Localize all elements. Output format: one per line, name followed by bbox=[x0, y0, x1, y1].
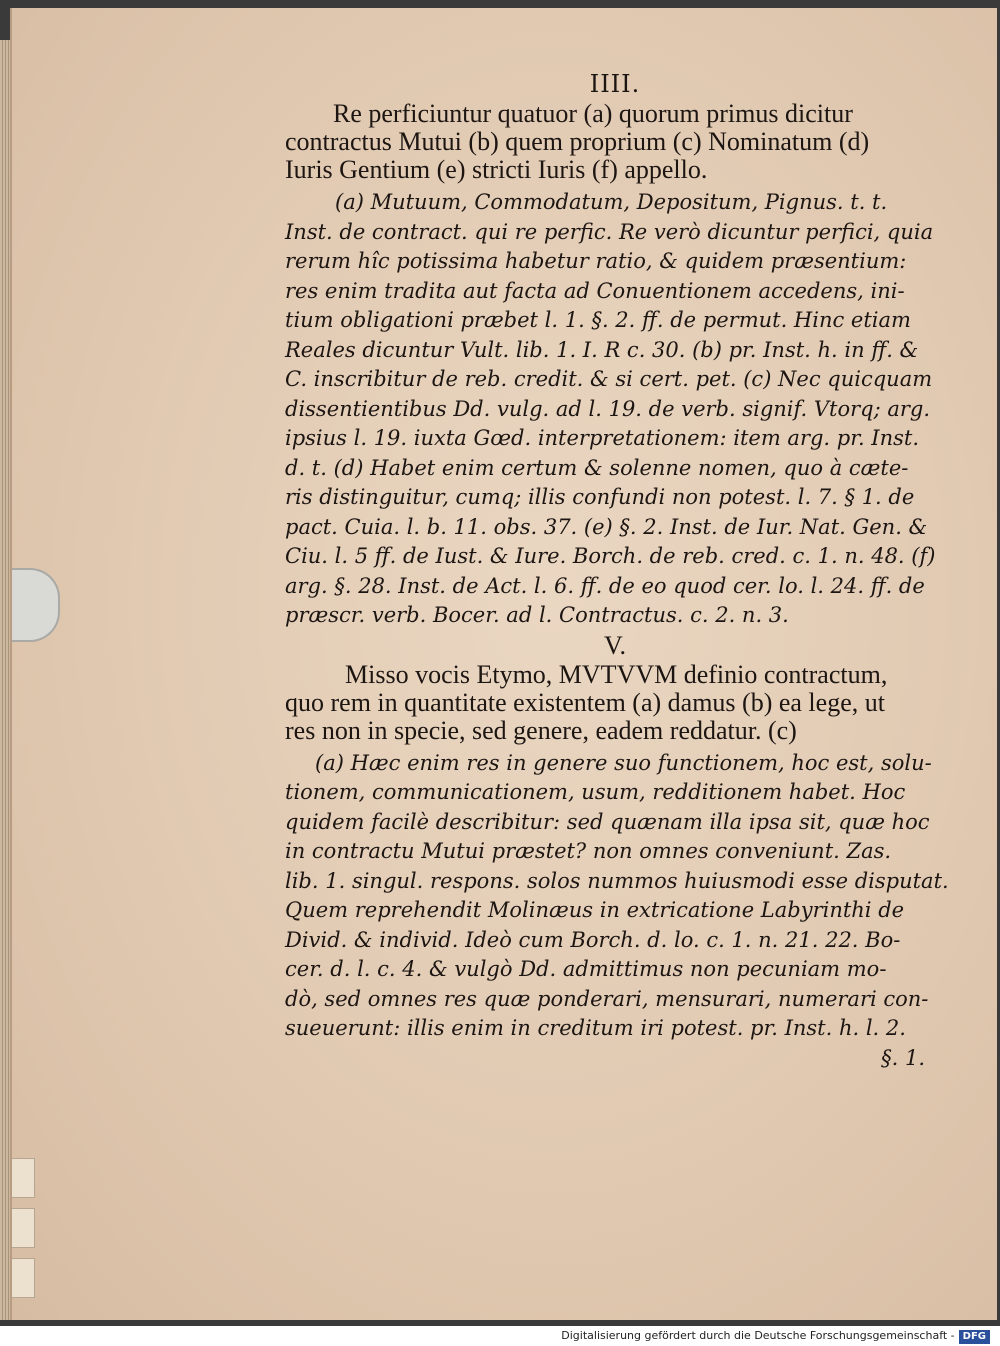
text-line: Iuris Gentium (e) stricti Iuris (f) appello. bbox=[285, 155, 708, 184]
page-number: IIII. bbox=[589, 70, 641, 98]
note-line: pact. Cuia. l. b. 11. obs. 37. (e) §. 2. Inst. de Iur. Nat. Gen. & bbox=[285, 514, 928, 539]
note-line: C. inscribitur de reb. credit. & si cert. pet. (c) Nec quicquam bbox=[285, 367, 933, 391]
note-line: ris distinguitur, cumq; illis confundi non potest. l. 7. § 1. de bbox=[285, 485, 915, 509]
note-line: rerum hîc potissima habetur ratio, & quidem præsentium: bbox=[285, 249, 907, 273]
footer-credit-text: Digitalisierung gefördert durch die Deutsche Forschungsgemeinschaft - bbox=[561, 1329, 955, 1342]
note-line: Reales dicuntur Vult. lib. 1. I. R c. 30. (b) pr. Inst. h. in ff. & bbox=[285, 337, 919, 362]
catchword: §. 1. bbox=[881, 1045, 925, 1070]
page-text bbox=[285, 70, 949, 1073]
footer-credit bbox=[0, 1326, 1000, 1346]
section-heading: V. bbox=[604, 630, 626, 660]
text-line: res non in specie, sed genere, eadem reddatur. (c) bbox=[285, 715, 797, 745]
note-line: (a) Mutuum, Commodatum, Depositum, Pignus. t. t. bbox=[335, 190, 888, 214]
note-line: sueuerunt: illis enim in creditum iri potest. pr. Inst. h. l. 2. bbox=[285, 1016, 906, 1040]
paper-clip bbox=[12, 568, 60, 642]
note-line: Quem reprehendit Molinæus in extricatione Labyrinthi de bbox=[285, 898, 905, 922]
note-line: (a) Hæc enim res in genere suo functionem, hoc est, solu- bbox=[315, 750, 932, 775]
note-line: præscr. verb. Bocer. ad l. Contractus. c. 2. n. 3. bbox=[285, 603, 789, 627]
text-line: Re perficiuntur quatuor (a) quorum primus dicitur bbox=[333, 99, 853, 128]
note-line: in contractu Mutui præstet? non omnes conveniunt. Zas. bbox=[285, 839, 892, 863]
note-line: tionem, communicationem, usum, redditionem habet. Hoc bbox=[285, 780, 906, 804]
section-4-notes bbox=[285, 188, 945, 631]
note-line: tium obligationi præbet l. 1. §. 2. ff. de permut. Hinc etiam bbox=[285, 308, 911, 332]
text-line: quo rem in quantitate existentem (a) damus (b) ea lege, ut bbox=[285, 687, 885, 717]
note-line: Ciu. l. 5 ff. de Iust. & Iure. Borch. de reb. cred. c. 1. n. 48. (f) bbox=[285, 544, 936, 568]
note-line: ipsius l. 19. iuxta Gœd. interpretationem: item arg. pr. Inst. bbox=[285, 426, 920, 450]
page-tab bbox=[12, 1158, 35, 1198]
section-5-notes bbox=[285, 749, 949, 1074]
note-line: Inst. de contract. qui re perfic. Re verò dicuntur perfici, quia bbox=[285, 219, 934, 244]
dfg-logo: DFG bbox=[959, 1330, 990, 1344]
section-4-body bbox=[285, 100, 945, 184]
note-line: dò, sed omnes res quæ ponderari, mensurari, numerari con- bbox=[285, 986, 929, 1011]
note-line: Divid. & individ. Ideò cum Borch. d. lo. c. 1. n. 21. 22. Bo- bbox=[285, 927, 901, 952]
text-line: Misso vocis Etymo, MVTVVM definio contractum, bbox=[345, 659, 888, 689]
page-tab bbox=[12, 1208, 35, 1248]
page-tab bbox=[12, 1258, 35, 1298]
note-line: res enim tradita aut facta ad Conuentionem accedens, ini- bbox=[285, 278, 905, 303]
note-line: quidem facilè describitur: sed quænam illa ipsa sit, quæ hoc bbox=[285, 809, 930, 834]
text-line: contractus Mutui (b) quem proprium (c) Nominatum (d) bbox=[285, 127, 870, 156]
note-line: cer. d. l. c. 4. & vulgò Dd. admittimus non pecuniam mo- bbox=[285, 957, 887, 981]
note-line: lib. 1. singul. respons. solos nummos huiusmodi esse disputat. bbox=[285, 868, 949, 893]
note-line: d. t. (d) Habet enim certum & solenne nomen, quo à cæte- bbox=[285, 455, 909, 480]
section-5-body bbox=[285, 661, 945, 745]
note-line: dissentientibus Dd. vulg. ad l. 19. de verb. signif. Vtorq; arg. bbox=[285, 396, 931, 421]
note-line: arg. §. 28. Inst. de Act. l. 6. ff. de eo quod cer. lo. l. 24. ff. de bbox=[285, 573, 925, 598]
